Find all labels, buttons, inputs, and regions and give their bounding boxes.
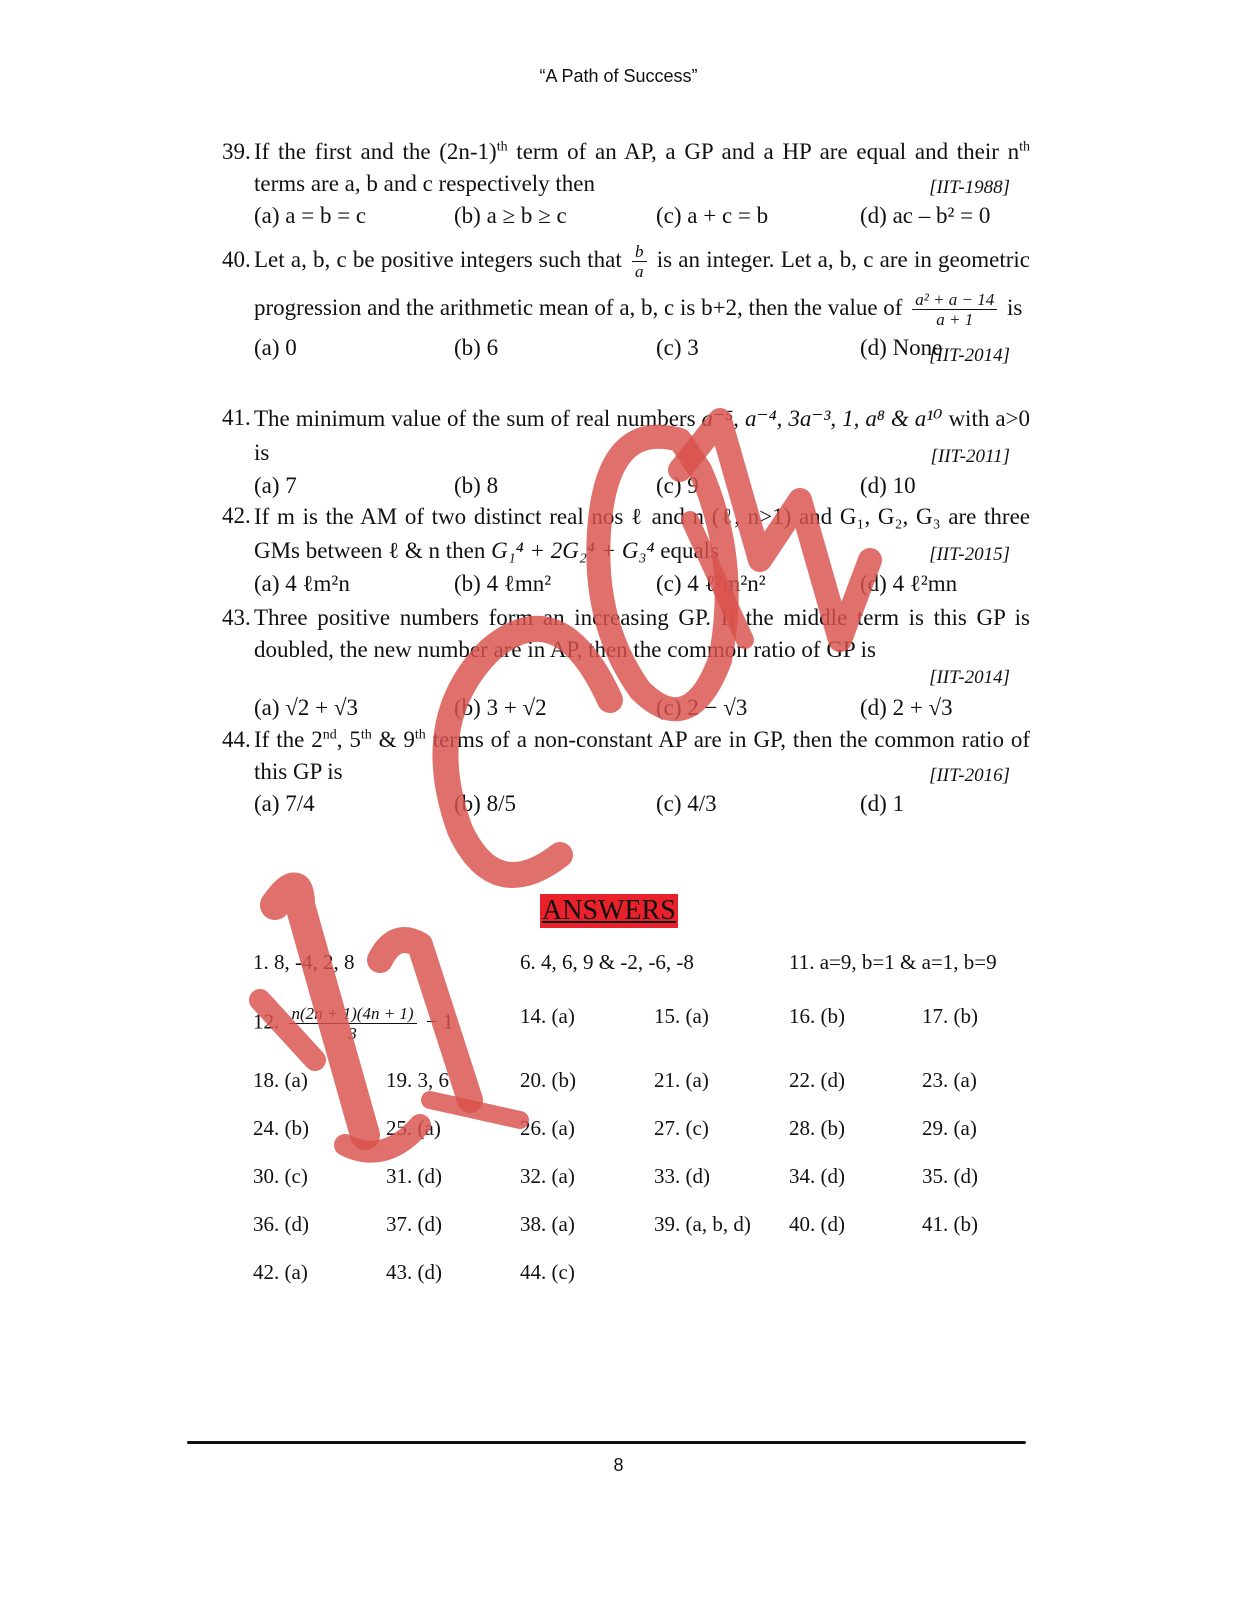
answer-39: 39. (a, b, d) [654, 1212, 751, 1236]
question-number: 43. [222, 605, 251, 630]
answer-34: 34. (d) [789, 1164, 845, 1188]
question-text: If the 2nd, 5th & 9th terms of a non-constant AP are in GP, then the common ratio of this GP is [IIT-2016] [254, 724, 1030, 788]
question-number: 44. [222, 727, 251, 752]
question-41 [222, 402, 1030, 502]
answer-19: 19. 3, 6 [386, 1068, 449, 1092]
answer-35: 35. (d) [922, 1164, 978, 1188]
option-d: (d) 1 [860, 791, 905, 816]
answer-17: 17. (b) [922, 1004, 978, 1028]
question-text: If the first and the $(2n-1)^{th}$ term of an AP, a GP and a HP are equal and their $n^{th}$ terms are a, b and c respectively then [IIT-1988] [254, 136, 1030, 200]
option-c: (c) a + c = b [656, 203, 769, 228]
math-expression: a⁻⁵, a⁻⁴, 3a⁻³, 1, a⁸ & a¹⁰ [701, 406, 943, 431]
answer-22: 22. (d) [789, 1068, 845, 1092]
option-b: (b) 8 [454, 473, 499, 498]
source-tag: [IIT-2016] [929, 765, 1010, 786]
option-c: (c) 4 ℓ²m²n² [656, 571, 766, 596]
math-expression: G₁⁴ + 2G₂⁴ + G₃⁴ [491, 538, 655, 563]
page-number: 8 [613, 1455, 624, 1475]
footer-divider [187, 1441, 1026, 1444]
answer-27: 27. (c) [654, 1116, 709, 1140]
option-d: (d) 10 [860, 473, 916, 498]
source-tag: [IIT-2015] [929, 544, 1010, 565]
options [254, 692, 1030, 724]
option-b: (b) 3 + √2 [454, 695, 547, 720]
answer-41: 41. (b) [922, 1212, 978, 1236]
answer-37: 37. (d) [386, 1212, 442, 1236]
answer-32: 32. (a) [520, 1164, 575, 1188]
option-d: (d) ac – b² = 0 [860, 203, 991, 228]
fraction-expression: $\frac{\text{a² + a − 14}}{a + 1}$ [912, 290, 997, 329]
options [254, 568, 1030, 600]
options [254, 788, 1030, 820]
answer-30: 30. (c) [253, 1164, 308, 1188]
question-43 [222, 602, 1030, 724]
answer-14: 14. (a) [520, 1004, 575, 1028]
answer-1: 1. 8, -4, 2, 8 [253, 950, 355, 974]
question-number: 39. [222, 139, 251, 164]
question-number: 41. [222, 405, 251, 430]
option-c: (c) 4/3 [656, 791, 717, 816]
options [254, 332, 1030, 364]
answers-heading: ANSWERS [542, 895, 676, 926]
answer-25: 25. (a) [386, 1116, 441, 1140]
option-a: (a) 7 [254, 473, 297, 498]
answer-38: 38. (a) [520, 1212, 575, 1236]
answer-40: 40. (d) [789, 1212, 845, 1236]
answer-20: 20. (b) [520, 1068, 576, 1092]
question-text: Let a, b, c be positive integers such that $\frac{b}{a}$ is an integer. Let a, b, c are in geometric progression and the arithmetic mean of a, b, c is b+2, then the value of $\frac{\text{a² + a − 14}}{a + 1}$ is [IIT-2014] [254, 236, 1030, 332]
answer-12-fraction: $\frac{n(2n + 1)(4n + 1)}{3}$ [289, 1004, 417, 1043]
answer-21: 21. (a) [654, 1068, 709, 1092]
option-a: (a) 7/4 [254, 791, 315, 816]
page-header: “A Path of Success” [539, 66, 698, 86]
answer-28: 28. (b) [789, 1116, 845, 1140]
option-b: (b) 4 ℓmn² [454, 571, 552, 596]
question-text: If m is the AM of two distinct real nos ℓ and n (ℓ, n>1) and G₁, G₂, G₃ are three GMs between ℓ & n then G₁⁴ + 2G₂⁴ + G₃⁴ equals [IIT-2015] [254, 500, 1030, 568]
answer-33: 33. (d) [654, 1164, 710, 1188]
option-a: (a) √2 + √3 [254, 695, 358, 720]
answer-43: 43. (d) [386, 1260, 442, 1284]
answer-42: 42. (a) [253, 1260, 308, 1284]
answer-36: 36. (d) [253, 1212, 309, 1236]
option-d: (d) None [860, 335, 943, 360]
answer-26: 26. (a) [520, 1116, 575, 1140]
option-a: (a) 0 [254, 335, 297, 360]
answer-31: 31. (d) [386, 1164, 442, 1188]
option-c: (c) 9 [656, 473, 699, 498]
option-b: (b) a ≥ b ≥ c [454, 203, 567, 228]
fraction-b-over-a: $\frac{b}{a}$ [632, 242, 647, 281]
options [254, 200, 1030, 232]
options [254, 470, 1030, 502]
answer-15: 15. (a) [654, 1004, 709, 1028]
option-a: (a) a = b = c [254, 203, 367, 228]
question-number: 42. [222, 503, 251, 528]
source-tag: [IIT-2014] [929, 345, 1010, 366]
answer-24: 24. (b) [253, 1116, 309, 1140]
question-text: Three positive numbers form an increasing GP. If the middle term is this GP is doubled, the new number are in AP, then the common ratio of GP is [254, 605, 1030, 662]
question-number: 40. [222, 247, 251, 272]
option-b: (b) 6 [454, 335, 499, 360]
answer-18: 18. (a) [253, 1068, 308, 1092]
question-42 [222, 500, 1030, 600]
question-text: The minimum value of the sum of real numbers a⁻⁵, a⁻⁴, 3a⁻³, 1, a⁸ & a¹⁰ with a>0 is [IIT-2011] [254, 402, 1030, 470]
answer-29: 29. (a) [922, 1116, 977, 1140]
option-b: (b) 8/5 [454, 791, 516, 816]
answer-23: 23. (a) [922, 1068, 977, 1092]
option-a: (a) 4 ℓm²n [254, 571, 350, 596]
question-39 [222, 136, 1030, 232]
option-d: (d) 4 ℓ²mn [860, 571, 958, 596]
option-c: (c) 3 [656, 335, 699, 360]
question-40 [222, 236, 1030, 364]
answer-44: 44. (c) [520, 1260, 575, 1284]
answer-16: 16. (b) [789, 1004, 845, 1028]
source-tag: [IIT-1988] [929, 177, 1010, 198]
answer-6: 6. 4, 6, 9 & -2, -6, -8 [520, 950, 694, 974]
answer-11: 11. a=9, b=1 & a=1, b=9 [789, 950, 997, 974]
source-tag: [IIT-2011] [930, 446, 1010, 467]
source-tag: [IIT-2014] [929, 667, 1010, 688]
question-44 [222, 724, 1030, 820]
answer-12: 12. $\frac{n(2n + 1)(4n + 1)}{3}$ − 1 [253, 1004, 454, 1043]
option-d: (d) 2 + √3 [860, 695, 953, 720]
option-c: (c) 2 − √3 [656, 695, 748, 720]
